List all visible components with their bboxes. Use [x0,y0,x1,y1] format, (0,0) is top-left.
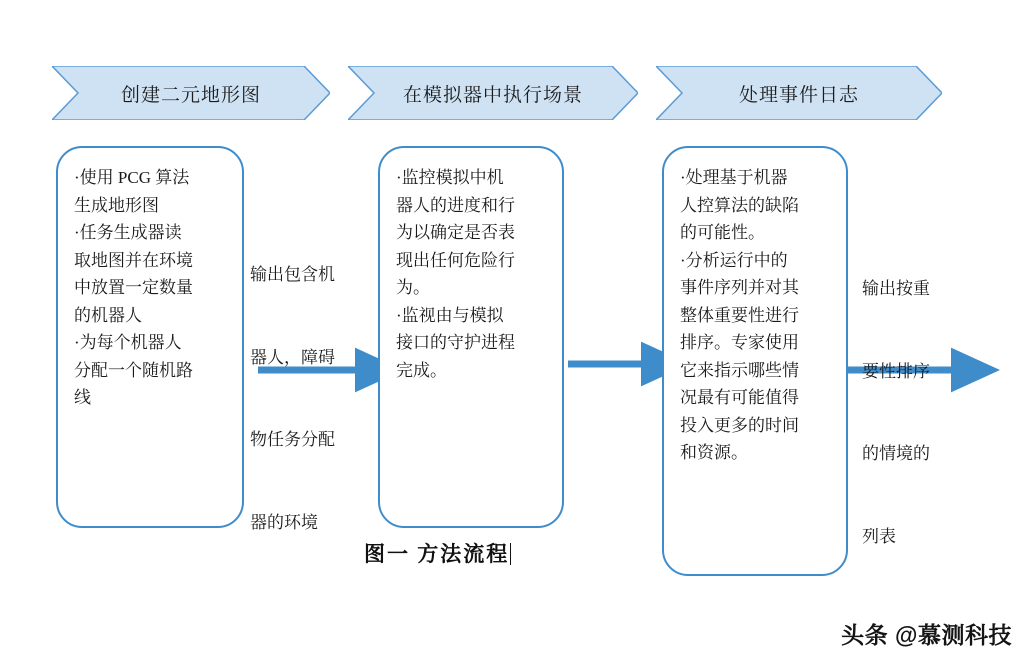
toutiao-logo-icon [807,621,833,647]
connector-label-1-line-1: 输出包含机 [250,265,335,285]
stage-box-1-line-7: ·为每个机器人 [74,333,182,353]
stage-box-2-line-2: 器人的进度和行 [396,195,515,215]
stage-header-label-1: 创建二元地形图 [120,84,261,106]
stage-box-2-line-8: 完成。 [396,360,447,380]
stage-box-1-line-1: ·使用 PCG 算法 [74,168,190,187]
stage-box-1-line-6: 的机器人 [74,305,142,325]
stage-box-3-line-4: ·分析运行中的 [680,250,788,270]
stage-box-3-line-8: 它来指示哪些情 [680,360,799,380]
connector-label-1-line-4: 器的环境 [250,512,318,532]
figure-caption-text: 图一 方法流程 [364,542,510,566]
stage-box-2[interactable] [378,146,564,528]
connector-label-1 [250,206,362,591]
stage-box-2-line-5: 为。 [396,278,430,298]
stage-box-3[interactable] [662,146,848,576]
stage-box-2-line-4: 现出任何危险行 [396,250,515,270]
stage-box-2-line-3: 为以确定是否表 [396,223,515,243]
stage-box-2-line-1: ·监控模拟中机 [396,168,504,187]
stage-header-label-3: 处理事件日志 [738,84,859,106]
stage-box-2-line-6: ·监视由与模拟 [396,305,504,325]
stage-header-label-2: 在模拟器中执行场景 [402,84,583,106]
stage-box-3-line-10: 投入更多的时间 [680,415,799,435]
connector-label-2-line-3: 的情境的 [862,444,930,464]
stage-header-2[interactable] [348,66,638,120]
stage-box-3-line-3: 的可能性。 [680,223,765,243]
figure-caption [364,538,511,568]
stage-box-1-line-4: 取地图并在环境 [74,250,193,270]
connector-label-2 [862,220,962,605]
stage-box-3-line-11: 和资源。 [680,443,748,463]
stage-box-2-line-7: 接口的守护进程 [396,333,515,353]
watermark [807,617,1012,650]
connector-label-2-line-4: 列表 [862,526,896,546]
connector-label-1-line-2: 器人，障碍 [250,347,335,367]
stage-box-3-line-2: 人控算法的缺陷 [680,195,799,215]
stage-box-3-line-6: 整体重要性进行 [680,305,799,325]
stage-box-1-line-9: 线 [74,388,91,408]
stage-header-1[interactable] [52,66,330,120]
connector-label-2-line-2: 要性排序 [862,361,930,381]
stage-box-1[interactable] [56,146,244,528]
stage-box-3-line-9: 况最有可能值得 [680,388,799,408]
stage-box-3-line-1: ·处理基于机器 [680,168,788,187]
connector-label-2-line-1: 输出按重 [862,279,930,299]
stage-box-3-line-7: 排序。专家使用 [680,333,799,353]
stage-box-1-line-2: 生成地形图 [74,195,159,215]
watermark-text: 头条 @慕测科技 [841,622,1012,648]
stage-box-1-line-5: 中放置一定数量 [74,278,193,298]
text-cursor-icon [510,543,511,565]
stage-box-1-line-3: ·任务生成器读 [74,223,182,243]
connector-label-1-line-3: 物任务分配 [250,430,335,450]
stage-box-3-line-5: 事件序列并对其 [680,278,799,298]
stage-header-3[interactable] [656,66,942,120]
stage-box-1-line-8: 分配一个随机路 [74,360,193,380]
